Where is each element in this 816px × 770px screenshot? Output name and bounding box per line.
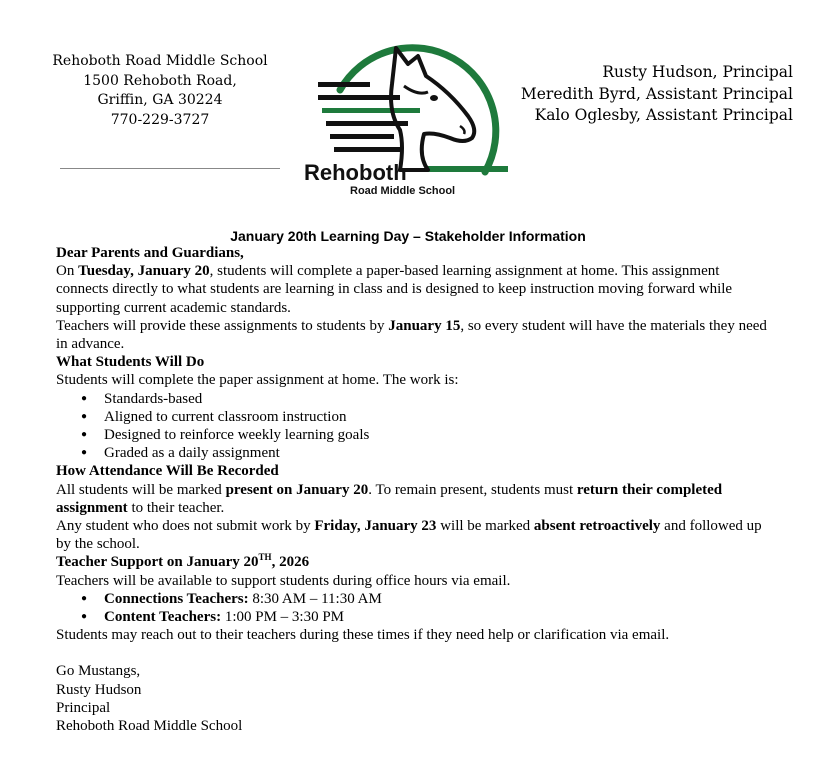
list-item: ● Connections Teachers: 8:30 AM – 11:30 AM — [56, 590, 772, 608]
list-item: ● Standards-based — [56, 390, 772, 408]
letter-body — [56, 244, 772, 735]
school-address — [40, 52, 280, 130]
support-closing: Students may reach out to their teachers during these times if they need help or clarification via email. — [56, 627, 670, 644]
document-title: January 20th Learning Day – Stakeholder Information — [230, 228, 586, 244]
work-list — [56, 390, 772, 463]
intro-paragraph: Teachers will provide these assignments to students by January 15, so every student will have the materials they need in advance. — [56, 317, 767, 353]
address-line: 1500 Rehoboth Road, — [83, 72, 237, 89]
attendance-paragraph: Any student who does not submit work by Friday, January 23 will be marked absent retroactively and followed up by the school. — [56, 518, 762, 553]
logo-subtitle: Road Middle School — [350, 185, 456, 197]
staff-line: Rusty Hudson, Principal — [602, 63, 793, 81]
header-divider — [60, 168, 280, 169]
attendance-paragraph: All students will be marked present on January 20. To remain present, students must return their completed assignment to their teacher. — [56, 481, 723, 516]
signoff-line: Rehoboth Road Middle School — [56, 718, 243, 735]
signoff-line: Rusty Hudson — [56, 681, 142, 698]
mustang-head-logo-icon — [300, 26, 515, 201]
office-hours-list — [56, 590, 772, 626]
address-line: 770-229-3727 — [110, 111, 210, 128]
greeting: Dear Parents and Guardians, — [56, 245, 244, 261]
section-lead: Students will complete the paper assignment at home. The work is: — [56, 372, 459, 389]
section-heading: What Students Will Do — [56, 354, 205, 371]
list-item: ● Aligned to current classroom instruction — [56, 408, 772, 426]
intro-paragraph: On Tuesday, January 20, students will complete a paper-based learning assignment at home. This assignment connects directly to what students are learning in class and is designed to keep instruction moving forward while supporting current academic standards. — [56, 263, 733, 316]
logo-name: Rehoboth — [304, 160, 407, 185]
signoff-line: Go Mustangs, — [56, 663, 141, 680]
staff-line: Kalo Oglesby, Assistant Principal — [534, 106, 793, 124]
list-item: ● Graded as a daily assignment — [56, 444, 772, 462]
administration-list — [521, 62, 793, 127]
section-heading: How Attendance Will Be Recorded — [56, 463, 279, 480]
list-item: ● Designed to reinforce weekly learning goals — [56, 426, 772, 444]
section-heading: Teacher Support on January 20TH, 2026 — [56, 552, 310, 571]
address-line: Griffin, GA 30224 — [97, 92, 223, 108]
section-lead: Teachers will be available to support students during office hours via email. — [56, 572, 511, 589]
list-item: ● Content Teachers: 1:00 PM – 3:30 PM — [56, 608, 772, 626]
signoff-line: Principal — [56, 699, 111, 716]
address-line: Rehoboth Road Middle School — [52, 53, 268, 69]
staff-line: Meredith Byrd, Assistant Principal — [520, 84, 793, 103]
